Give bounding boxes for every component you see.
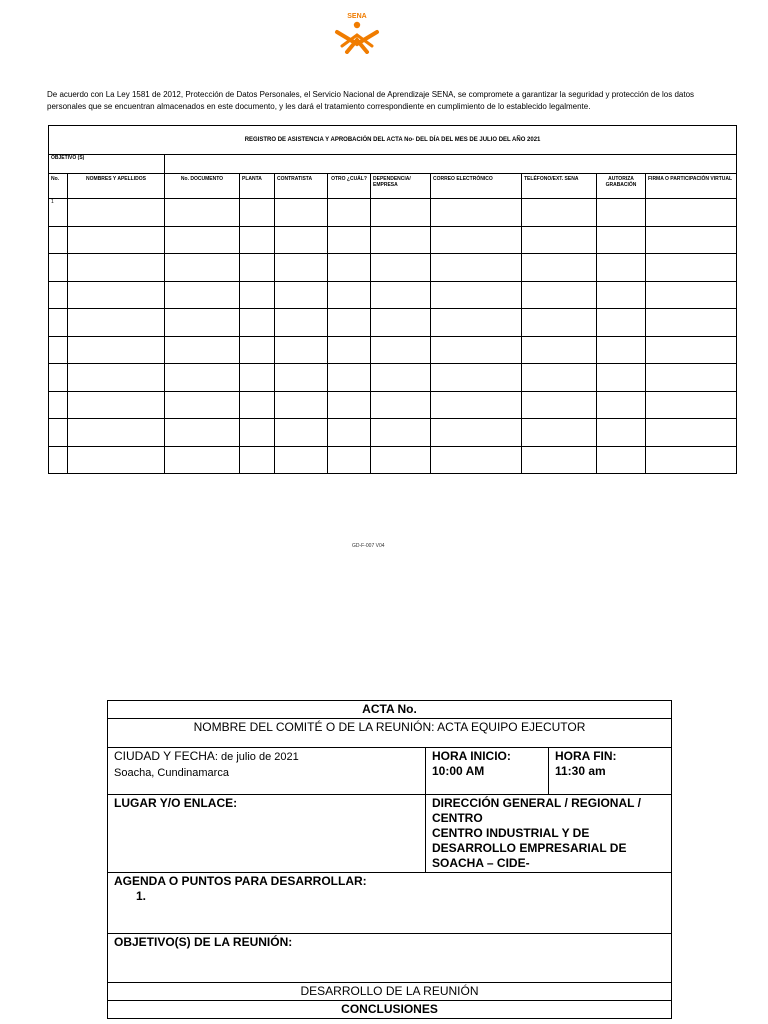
col-header: PLANTA [240,174,275,199]
attendance-cell[interactable] [240,226,275,254]
attendance-cell[interactable] [240,336,275,364]
objetivo-label: OBJETIVO (S) [49,155,165,174]
attendance-cell[interactable] [275,336,328,364]
attendance-cell[interactable] [240,391,275,419]
attendance-cell[interactable] [431,254,522,282]
attendance-cell[interactable] [165,419,240,447]
attendance-cell[interactable] [68,199,165,227]
attendance-cell[interactable] [597,254,646,282]
attendance-cell[interactable] [646,364,737,392]
attendance-cell[interactable] [371,419,431,447]
col-header: OTRO ¿CUÁL? [328,174,371,199]
attendance-cell[interactable] [68,254,165,282]
attendance-cell[interactable] [275,281,328,309]
agenda-item: 1. [136,889,147,903]
attendance-cell[interactable] [371,226,431,254]
attendance-cell[interactable] [646,336,737,364]
attendance-header-row [49,174,737,199]
hora-fin-cell[interactable] [549,748,672,795]
attendance-cell[interactable] [275,226,328,254]
attendance-cell[interactable] [49,391,68,419]
hora-fin-label: HORA FIN: [555,749,617,763]
attendance-cell[interactable] [371,199,431,227]
acta-table [107,700,672,1019]
attendance-cell[interactable] [68,336,165,364]
attendance-cell[interactable] [68,309,165,337]
attendance-cell[interactable] [371,254,431,282]
attendance-cell[interactable] [597,309,646,337]
attendance-cell[interactable] [240,254,275,282]
attendance-cell[interactable] [371,391,431,419]
attendance-cell[interactable] [597,281,646,309]
attendance-cell[interactable] [275,391,328,419]
col-header: No. [49,174,68,199]
attendance-row [49,336,737,364]
attendance-cell[interactable] [328,336,371,364]
attendance-row [49,226,737,254]
attendance-cell[interactable] [597,199,646,227]
attendance-cell[interactable] [522,281,597,309]
attendance-cell[interactable] [431,446,522,474]
attendance-cell[interactable] [240,281,275,309]
attendance-cell[interactable] [328,446,371,474]
attendance-cell[interactable] [431,309,522,337]
attendance-row [49,419,737,447]
attendance-cell[interactable] [522,226,597,254]
attendance-cell[interactable] [646,419,737,447]
attendance-cell[interactable] [49,446,68,474]
attendance-cell[interactable] [371,336,431,364]
ciudad-fecha-cell[interactable] [108,748,426,795]
attendance-row [49,199,737,227]
hora-inicio-label: HORA INICIO: [432,749,511,763]
attendance-cell[interactable] [275,309,328,337]
attendance-cell[interactable] [68,226,165,254]
attendance-cell[interactable] [165,281,240,309]
attendance-row [49,309,737,337]
hora-inicio-value: 10:00 AM [432,764,485,778]
attendance-cell[interactable] [597,391,646,419]
attendance-cell[interactable] [522,446,597,474]
attendance-cell[interactable] [522,364,597,392]
attendance-cell[interactable] [522,336,597,364]
attendance-cell[interactable] [68,364,165,392]
attendance-cell[interactable] [240,199,275,227]
direccion-label: DIRECCIÓN GENERAL / REGIONAL / CENTRO [432,796,641,825]
sena-logo [333,12,381,54]
agenda-cell[interactable] [108,873,672,934]
attendance-cell[interactable] [275,446,328,474]
attendance-cell[interactable] [646,446,737,474]
attendance-cell[interactable] [328,364,371,392]
col-header: DEPENDENCIA/ EMPRESA [371,174,431,199]
attendance-cell[interactable] [165,336,240,364]
col-header: NOMBRES Y APELLIDOS [68,174,165,199]
col-header: CORREO ELECTRÓNICO [431,174,522,199]
attendance-cell[interactable] [522,254,597,282]
attendance-cell[interactable] [49,309,68,337]
attendance-cell[interactable] [522,199,597,227]
attendance-cell[interactable] [328,199,371,227]
col-header: TELÉFONO/EXT. SENA [522,174,597,199]
attendance-cell[interactable] [49,281,68,309]
attendance-cell[interactable] [371,281,431,309]
attendance-table [48,125,737,474]
attendance-cell[interactable] [68,419,165,447]
attendance-cell[interactable] [522,419,597,447]
attendance-title: REGISTRO DE ASISTENCIA Y APROBACIÓN DEL ACTA No- DEL DÍA DEL MES DE JULIO DEL AÑO 2021 [49,126,737,155]
attendance-cell[interactable] [597,419,646,447]
svg-text:SENA: SENA [347,13,367,20]
col-header: FIRMA O PARTICIPACIÓN VIRTUAL [646,174,737,199]
col-header: AUTORIZA GRABACIÓN [597,174,646,199]
acta-title: ACTA No. [108,701,672,719]
attendance-cell[interactable] [522,309,597,337]
hora-inicio-cell[interactable] [426,748,549,795]
objetivos-cell[interactable] [108,934,672,983]
attendance-cell[interactable] [49,336,68,364]
objetivos-label: OBJETIVO(S) DE LA REUNIÓN: [114,935,293,949]
attendance-cell[interactable] [646,281,737,309]
col-header: CONTRATISTA [275,174,328,199]
attendance-cell[interactable] [68,281,165,309]
attendance-cell[interactable] [275,419,328,447]
row-number: 1 [49,199,68,227]
attendance-cell[interactable] [165,364,240,392]
attendance-cell[interactable] [328,281,371,309]
attendance-cell[interactable] [522,391,597,419]
lugar-label: LUGAR Y/O ENLACE: [114,796,238,810]
attendance-cell[interactable] [431,364,522,392]
attendance-row [49,364,737,392]
attendance-cell[interactable] [646,199,737,227]
agenda-label: AGENDA O PUNTOS PARA DESARROLLAR: [114,874,367,888]
attendance-cell[interactable] [165,199,240,227]
ciudad-date: : de julio de 2021 [214,751,299,763]
attendance-cell[interactable] [646,391,737,419]
attendance-cell[interactable] [646,226,737,254]
conclusiones-heading: CONCLUSIONES [108,1001,672,1019]
attendance-cell[interactable] [240,446,275,474]
attendance-cell[interactable] [328,391,371,419]
attendance-row [49,254,737,282]
attendance-cell[interactable] [597,226,646,254]
attendance-cell[interactable] [646,309,737,337]
attendance-cell[interactable] [371,309,431,337]
direccion-value: CENTRO INDUSTRIAL Y DE DESARROLLO EMPRESARIAL DE SOACHA – CIDE- [432,826,627,870]
attendance-cell[interactable] [165,254,240,282]
attendance-cell[interactable] [328,226,371,254]
attendance-cell[interactable] [68,391,165,419]
attendance-cell[interactable] [240,419,275,447]
attendance-cell[interactable] [371,446,431,474]
lugar-cell[interactable] [108,795,426,873]
attendance-cell[interactable] [597,364,646,392]
attendance-cell[interactable] [49,226,68,254]
desarrollo-heading: DESARROLLO DE LA REUNIÓN [108,983,672,1001]
attendance-cell[interactable] [646,254,737,282]
attendance-cell[interactable] [49,364,68,392]
attendance-cell[interactable] [597,446,646,474]
ciudad-place: Soacha, Cundinamarca [114,767,229,779]
attendance-cell[interactable] [165,446,240,474]
attendance-cell[interactable] [328,419,371,447]
attendance-cell[interactable] [431,281,522,309]
direccion-cell [426,795,672,873]
attendance-cell[interactable] [328,309,371,337]
attendance-cell[interactable] [240,309,275,337]
attendance-cell[interactable] [431,391,522,419]
attendance-cell[interactable] [275,254,328,282]
attendance-cell[interactable] [165,309,240,337]
attendance-cell[interactable] [275,364,328,392]
attendance-row [49,391,737,419]
objetivo-field[interactable] [165,155,737,174]
hora-fin-value: 11:30 am [555,764,606,778]
attendance-cell[interactable] [275,199,328,227]
col-header: No. DOCUMENTO [165,174,240,199]
attendance-cell[interactable] [68,446,165,474]
data-protection-notice: De acuerdo con La Ley 1581 de 2012, Protección de Datos Personales, el Servicio Nacional de Aprendizaje SENA, se compromete a garantizar la seguridad y protección de los datos personales que se encuentran almacenados en este documento, y les dará el tratamiento correspondiente en cumplimiento de lo establecido legalmente. [47,90,695,111]
attendance-cell[interactable] [371,364,431,392]
attendance-row [49,446,737,474]
attendance-cell[interactable] [431,419,522,447]
attendance-cell[interactable] [328,254,371,282]
comite-name: NOMBRE DEL COMITÉ O DE LA REUNIÓN: ACTA EQUIPO EJECUTOR [108,719,672,748]
attendance-cell[interactable] [165,391,240,419]
attendance-cell[interactable] [431,199,522,227]
attendance-cell[interactable] [49,254,68,282]
attendance-cell[interactable] [597,336,646,364]
attendance-cell[interactable] [431,226,522,254]
attendance-cell[interactable] [431,336,522,364]
attendance-cell[interactable] [49,419,68,447]
attendance-cell[interactable] [240,364,275,392]
ciudad-label: CIUDAD Y FECHA [114,749,215,763]
attendance-cell[interactable] [165,226,240,254]
attendance-row [49,281,737,309]
form-code: GD-F-007 V04 [352,543,385,549]
